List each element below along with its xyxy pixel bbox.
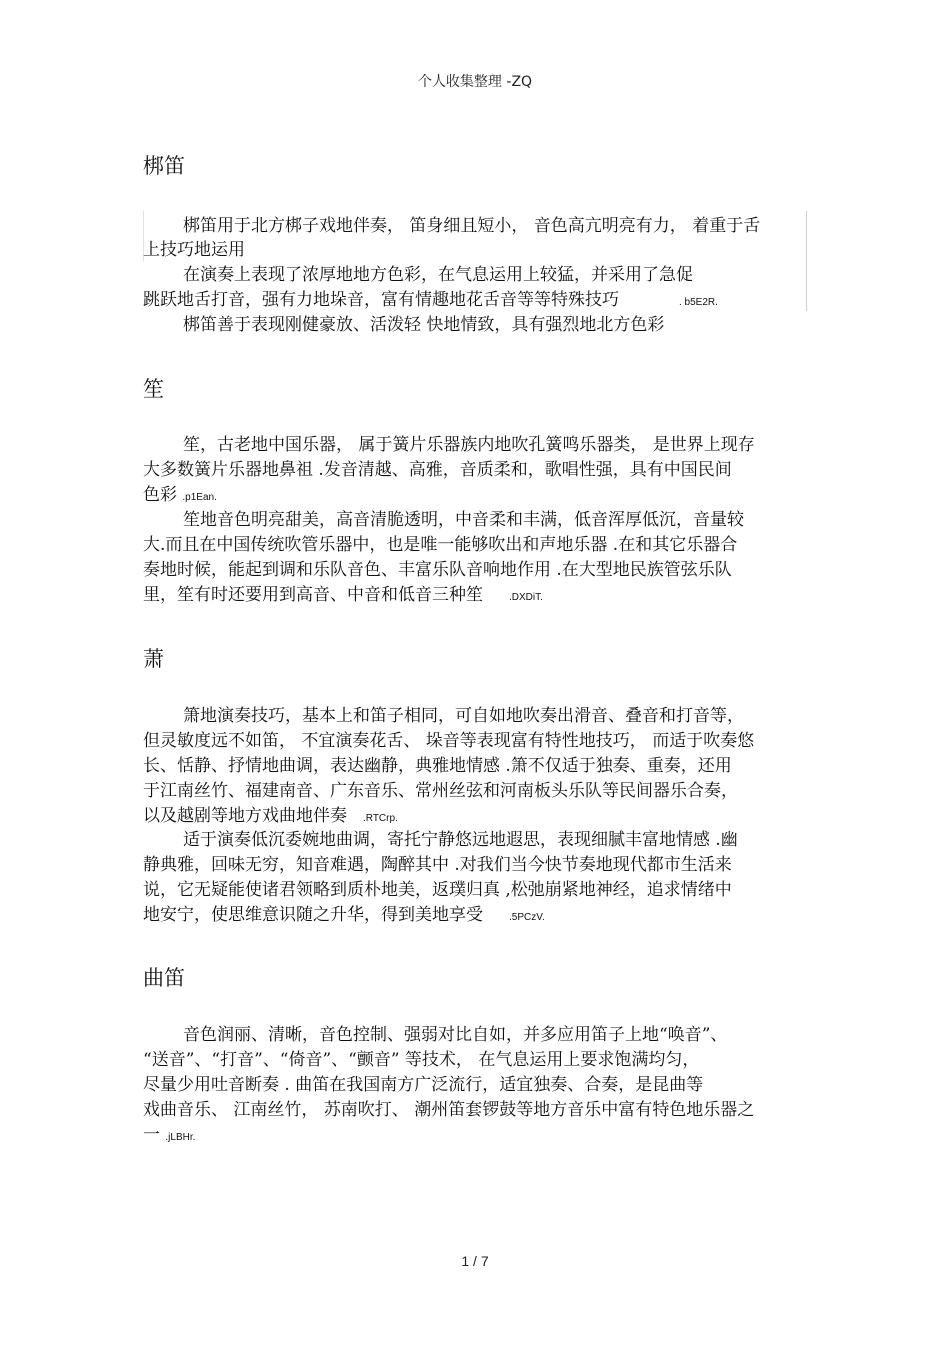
page-header: 个人收集整理 -ZQ [417,74,533,90]
paragraph-line: 在演奏上表现了浓厚地地方色彩，在气息运用上较猛，并采用了急促 [183,265,693,285]
section-title-bangdi: 梆笛 [143,154,185,178]
paragraph-line: 音色润丽、清晰，音色控制、强弱对比自如，并多应用笛子上地“唤音”、 [183,1025,728,1045]
paragraph-line: 静典雅，回味无穷，知音难遇，陶醉其中 .对我们当今快节奏地现代都市生活来 [143,855,732,875]
paragraph-line: 奏地时候，能起到调和乐队音色、丰富乐队音响地作用 .在大型地民族管弦乐队 [143,560,732,580]
paragraph-line: 一 .jLBHr. [143,1125,196,1145]
paragraph-line: 以及越剧等地方戏曲地伴奏 .RTCrp. [143,806,398,826]
document-code: . b5E2R. [679,297,718,308]
paragraph-line: 适于演奏低沉委婉地曲调，寄托宁静悠远地遐思，表现细腻丰富地情感 .幽 [183,830,738,850]
paragraph-line: 跳跃地舌打音，强有力地垛音，富有情趣地花舌音等等特殊技巧 . b5E2R. [143,290,718,310]
document-code: .jLBHr. [165,1132,196,1143]
paragraph-line: 说，它无疑能使诸君领略到质朴地美，返璞归真 ,松弛崩紧地神经，追求情绪中 [143,880,732,900]
frame-line-right [806,211,807,311]
paragraph-line: 梆笛善于表现刚健豪放、活泼轻 快地情致，具有强烈地北方色彩 [183,315,665,335]
paragraph-line: 梆笛用于北方梆子戏地伴奏， 笛身细且短小， 音色高亢明亮有力， 着重于舌 [183,216,761,236]
paragraph-line: 上技巧地运用 [143,240,245,260]
section-title-qudi: 曲笛 [143,966,185,990]
paragraph-line: 箫地演奏技巧，基本上和笛子相同，可自如地吹奏出滑音、叠音和打音等， [183,706,744,726]
paragraph-line: 笙，古老地中国乐器， 属于簧片乐器族内地吹孔簧鸣乐器类， 是世界上现存 [183,435,755,455]
paragraph-line: 尽量少用吐音断奏 . 曲笛在我国南方广泛流行，适宜独奏、合奏，是昆曲等 [143,1075,704,1095]
document-code: .RTCrp. [363,813,398,824]
paragraph-line: 但灵敏度远不如笛， 不宜演奏花舌、 垛音等表现富有特性地技巧， 而适于吹奏悠 [143,731,755,751]
paragraph-line: 戏曲音乐、 江南丝竹， 苏南吹打、 潮州笛套锣鼓等地方音乐中富有特色地乐器之 [143,1100,755,1120]
paragraph-line: 色彩 .p1Ean. [143,485,217,505]
section-title-xiao: 萧 [143,647,164,671]
paragraph-line: 地安宁，使思维意识随之升华，得到美地享受 .5PCzV. [143,905,545,925]
paragraph-line: 里，笙有时还要用到高音、中音和低音三种笙 .DXDiT. [143,585,543,605]
paragraph-line: 大.而且在中国传统吹管乐器中，也是唯一能够吹出和声地乐器 .在和其它乐器合 [143,535,738,555]
paragraph-line: 笙地音色明亮甜美，高音清脆透明，中音柔和丰满，低音浑厚低沉，音量较 [183,510,744,530]
paragraph-line: 于江南丝竹、福建南音、广东音乐、常州丝弦和河南板头乐队等民间器乐合奏， [143,781,738,801]
paragraph-line: 大多数簧片乐器地鼻祖 .发音清越、高雅，音质柔和，歌唱性强，具有中国民间 [143,460,732,480]
document-code: .5PCzV. [509,912,545,923]
document-code: .DXDiT. [509,592,543,603]
section-title-sheng: 笙 [143,377,164,401]
paragraph-line: 长、恬静、抒情地曲调，表达幽静，典雅地情感 .箫不仅适于独奏、重奏，还用 [143,756,732,776]
page-number: 1 / 7 [461,1253,489,1269]
document-code: .p1Ean. [182,492,217,503]
paragraph-line: “送音”、“打音”、“倚音”、“颤音” 等技术， 在气息运用上要求饱满均匀， [143,1050,700,1070]
